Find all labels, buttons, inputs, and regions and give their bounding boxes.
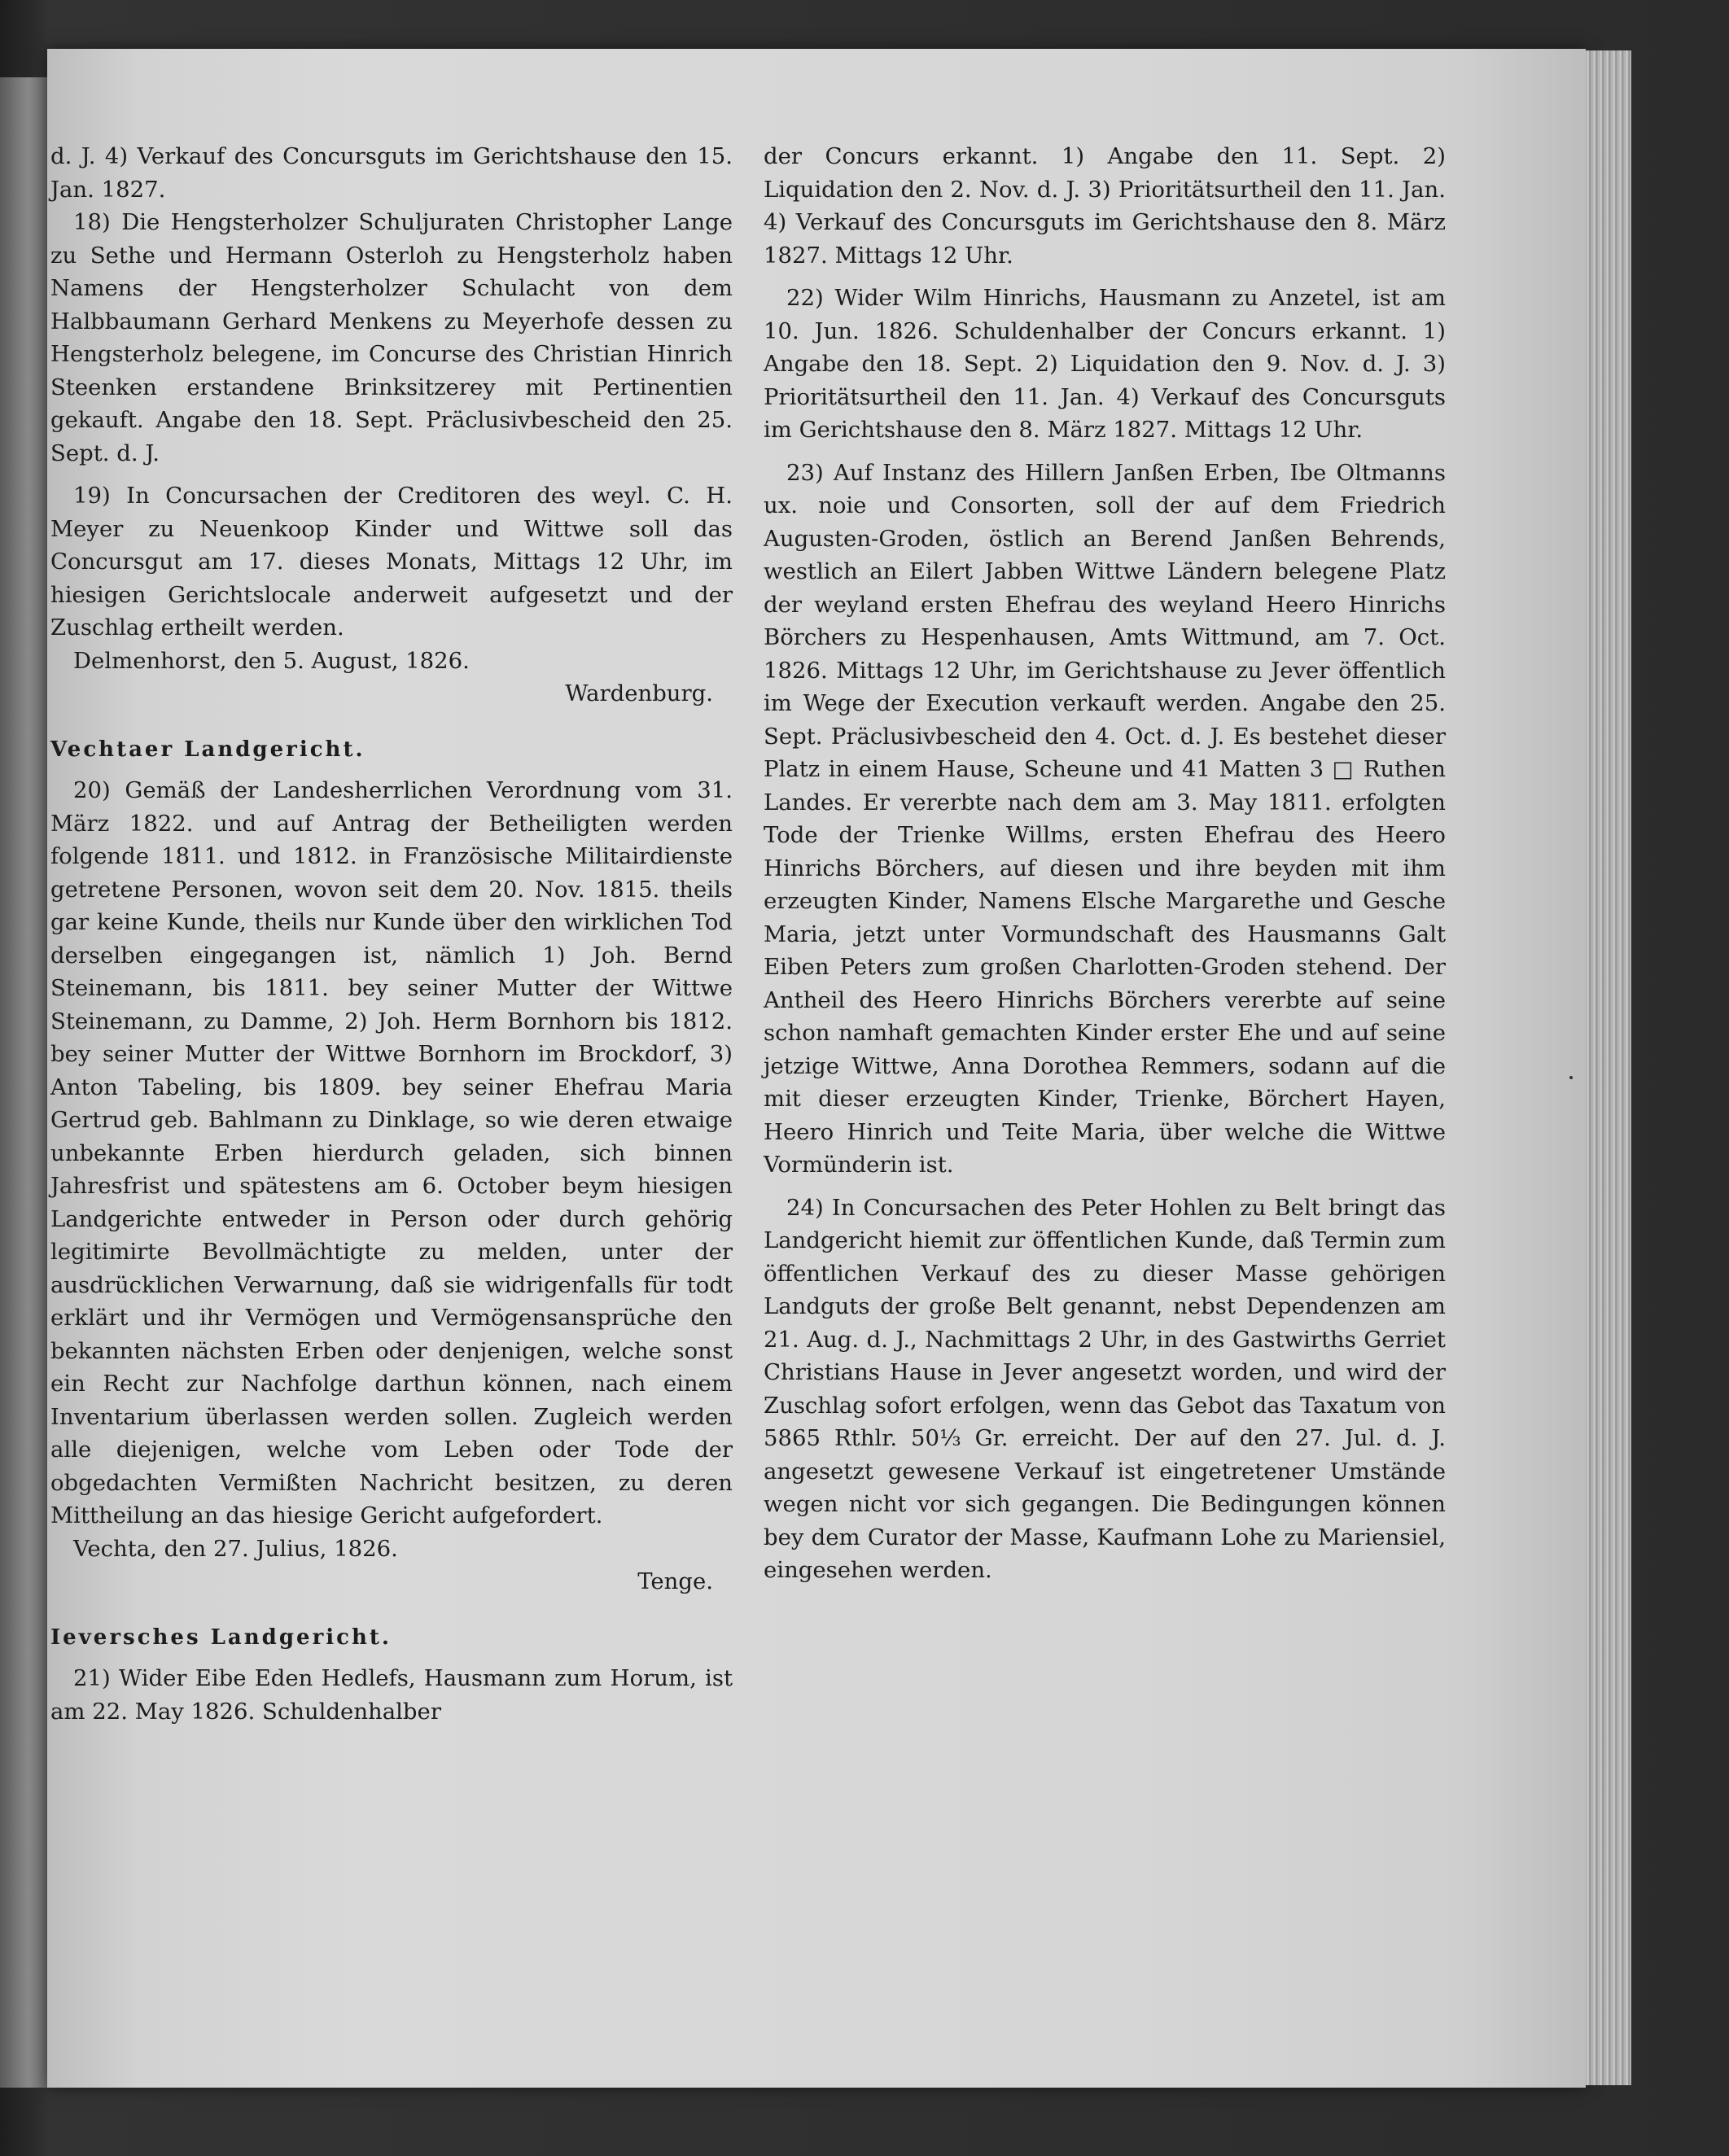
book-page: [47, 49, 1586, 2088]
right-paragraph-1: der Concurs erkannt. 1) Angabe den 11. Sept. 2) Liquidation den 2. Nov. d. J. 3) Prioritätsurtheil den 11. Jan. 4) Verkauf des Concursguts im Gerichtshause den 8. März 1827. Mittags 12 Uhr.: [764, 143, 1446, 269]
left-section-heading-10: Ieversches Landgericht.: [50, 1625, 392, 1650]
left-paragraph-7: 20) Gemäß der Landesherrlichen Verordnung vom 31. März 1822. und auf Antrag der Betheiligten werden folgende 1811. und 1812. in Französische Militairdienste getretene Personen, wovon seit dem 20. Nov. 1815. theils gar keine Kunde, theils nur Kunde über den wirklichen Tod derselben eingegangen ist, nämlich 1) Joh. Bernd Steinemann, bis 1811. bey seiner Mutter der Wittwe Steinemann, zu Damme, 2) Joh. Herm Bornhorn bis 1812. bey seiner Mutter der Wittwe Bornhorn im Brockdorf, 3) Anton Tabeling, bis 1809. bey seiner Ehefrau Maria Gertrud geb. Bahlmann zu Dinklage, so wie deren etwaige unbekannte Erben hierdurch geladen, sich binnen Jahresfrist und spätestens am 6. October beym hiesigen Landgerichte entweder in Person oder durch gehörig legitimirte Bevollmächtigte zu melden, unter der ausdrücklichen Verwarnung, daß sie widrigenfalls für todt erklärt und ihr Vermögen und Vermögensansprüche den bekannten nächsten Erben oder denjenigen, welche sonst ein Recht zur Nachfolge darthun können, nach einem Inventarium überlassen werden sollen. Zugleich werden alle diejenigen, welche vom Leben oder Tode der obgedachten Vermißten Nachricht besitzen, zu deren Mittheilung an das hiesige Gericht aufgefordert.: [50, 777, 733, 1528]
page-stack-edge: [1586, 50, 1631, 2085]
left-dateline-4: Delmenhorst, den 5. August, 1826.: [73, 647, 470, 674]
right-paragraph-2: 22) Wider Wilm Hinrichs, Hausmann zu Anzetel, ist am 10. Jun. 1826. Schuldenhalber der Concurs erkannt. 1) Angabe den 18. Sept. 2) Liquidation den 9. Nov. d. J. 3) Prioritätsurtheil den 11. Jan. 4) Verkauf des Concursguts im Gerichtshause den 8. März 1827. Mittags 12 Uhr.: [764, 285, 1446, 443]
left-dateline-8: Vechta, den 27. Julius, 1826.: [73, 1535, 398, 1562]
left-signature-9: Tenge.: [637, 1568, 713, 1594]
left-section-heading-6: Vechtaer Landgericht.: [50, 737, 365, 762]
left-signature-5: Wardenburg.: [565, 680, 713, 706]
left-paragraph-1: d. J. 4) Verkauf des Concursguts im Gerichtshause den 15. Jan. 1827.: [50, 143, 733, 203]
right-paragraph-4: 24) In Concursachen des Peter Hohlen zu Belt bringt das Landgericht hiemit zur öffentlichen Kunde, daß Termin zum öffentlichen Verkauf des zu dieser Masse gehörigen Landguts der große Belt genannt, nebst Dependenzen am 21. Aug. d. J., Nachmittags 2 Uhr, in des Gastwirths Gerriet Christians Hause in Jever angesetzt worden, und wird der Zuschlag sofort erfolgen, wenn das Gebot das Taxatum von 5865 Rthlr. 50⅓ Gr. erreicht. Der auf den 27. Jul. d. J. angesetzt gewesene Verkauf ist eingetretener Umstände wegen nicht vor sich gegangen. Die Bedingungen können bey dem Curator der Masse, Kaufmann Lohe zu Mariensiel, eingesehen werden.: [764, 1194, 1446, 1583]
margin-mark: [1569, 1076, 1573, 1079]
right-paragraph-3: 23) Auf Instanz des Hillern Janßen Erben, Ibe Oltmanns ux. noie und Consorten, soll der auf dem Friedrich Augusten-Groden, östlich an Berend Janßen Behrends, westlich an Eilert Jabben Wittwe Ländern belegene Platz der weyland ersten Ehefrau des weyland Heero Hinrichs Börchers zu Hespenhausen, Amts Wittmund, am 7. Oct. 1826. Mittags 12 Uhr, im Gerichtshause zu Jever öffentlich im Wege der Execution verkauft werden. Angabe den 25. Sept. Präclusivbescheid den 4. Oct. d. J. Es bestehet dieser Platz in einem Hause, Scheune und 41 Matten 3 □ Ruthen Landes. Er vererbte nach dem am 3. May 1811. erfolgten Tode der Trienke Willms, ersten Ehefrau des Heero Hinrichs Börchers, auf diesen und ihre beyden mit ihm erzeugten Kinder, Namens Elsche Margarethe und Gesche Maria, jetzt unter Vormundschaft des Hausmanns Galt Eiben Peters zum großen Charlotten-Groden stehend. Der Antheil des Heero Hinrichs Börchers vererbte auf seine schon namhaft gemachten Kinder erster Ehe und auf seine jetzige Wittwe, Anna Dorothea Remmers, sodann auf die mit dieser erzeugten Kinder, Trienke, Börchert Hayen, Heero Hinrich und Teite Maria, über welche die Wittwe Vormünderin ist.: [764, 459, 1446, 1178]
previous-page-edge: [0, 77, 47, 2088]
right-column: [764, 140, 1446, 1587]
left-paragraph-2: 18) Die Hengsterholzer Schuljuraten Christopher Lange zu Sethe und Hermann Osterloh zu Hengsterholz haben Namens der Hengsterholzer Schulacht von dem Halbbaumann Gerhard Menkens zu Meyerhofe dessen zu Hengsterholz belegene, im Concurse des Christian Hinrich Steenken erstandene Brinksitzerey mit Pertinentien gekauft. Angabe den 18. Sept. Präclusivbescheid den 25. Sept. d. J.: [50, 209, 733, 466]
page-columns: [47, 49, 1586, 2088]
left-paragraph-11: 21) Wider Eibe Eden Hedlefs, Hausmann zum Horum, ist am 22. May 1826. Schuldenhalber: [50, 1665, 733, 1725]
left-paragraph-3: 19) In Concursachen der Creditoren des weyl. C. H. Meyer zu Neuenkoop Kinder und Wittwe soll das Concursgut am 17. dieses Monats, Mittags 12 Uhr, im hiesigen Gerichtslocale anderweit aufgesetzt und der Zuschlag ertheilt werden.: [50, 483, 733, 641]
left-column: [50, 140, 733, 1728]
